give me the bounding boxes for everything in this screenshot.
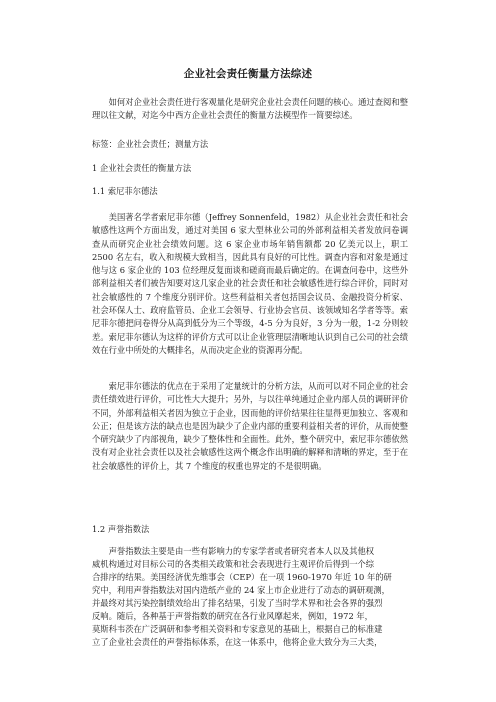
section1-1-heading: 1.1 索尼菲尔德法 <box>92 186 158 196</box>
paragraph-3-line: 莫斯科韦茨在广泛调研和参考相关资料和专家意见的基础上，根据自己的标准建 <box>92 624 383 634</box>
paragraph-3-line: 并最终对其污染控制绩效给出了排名结果，引发了当时学术界和社会各界的强烈 <box>92 598 383 608</box>
abstract-text: 如何对企业社会责任进行客观量化是研究企业社会责任问题的核心。通过查阅和整理以往文献，对迄今中西方企业社会责任的衡量方法模型作一简要综述。 <box>92 97 408 121</box>
keywords-block <box>92 138 408 151</box>
paragraph-1 <box>92 211 408 357</box>
paragraph-3-line: 声誉指数法主要是由一些有影响力的专家学者或者研究者本人以及其他权 <box>108 546 375 556</box>
section1-heading: 1 企业社会责任的衡量方法 <box>92 163 192 173</box>
paragraph-2-text: 索尼菲尔德法的优点在于采用了定量统计的分析方法，从而可以对不同企业的社会责任绩效进行评价，可比性大大提升；另外，与以往单纯通过企业内部人员的调研评价不同，外部利益相关者因为独立于企业，因而他的评价结果往往显得更加独立、客观和公正；但是该方法的缺点也是因为缺少了企业内部的重要利益相关者的评价，从而使整个研究缺少了内部视角，缺少了整体性和全面性。此外，整个研究中，索尼菲尔德依然没有对企业社会责任以及社会敏感性这两个概念作出明确的解释和清晰的界定，至于在社会敏感性的评价上，其 7 个维度的权重也界定的不是很明确。 <box>92 381 408 471</box>
paragraph-3-line: 立了企业社会责任的声誉指标体系，在这一体系中，他将企业大致分为三大类， <box>92 637 383 647</box>
section1-2-heading-block <box>92 523 408 536</box>
section1-2-heading: 1.2 声誉指数法 <box>92 524 150 534</box>
paragraph-3 <box>92 545 408 649</box>
paragraph-1-text: 美国著名学者索尼菲尔德（Jeffrey Sonnenfeld，1982）从企业社会责任和社会敏感性这两个方面出发，通过对美国 6 家大型林业公司的外部利益相关者发放问卷调查从而研究企业社会绩效问题。这 6 家企业市场年销售额都 20 亿美元以上，职工 2500 名左右，收入和规模大致相当，因此具有良好的可比性。调查内容和对象是通过他与这 6 家企业的 103 位经理反复面谈和磋商而最后确定的。在调查问卷中，这些外部利益相关者们被告知要对这几家企业的社会责任和社会敏感性进行综合评价，同时对社会敏感性的 7 个维度分别评价。这些利益相关者包括国会议员、金融投资分析家、社会环保人士、政府监管员、企业工会领导、行业协会官员、该领域知名学者等等。索尼菲尔德把问卷得分从高到低分为三个等级，4-5 分为良好，3 分为一般，1-2 分则较差。索尼菲尔德认为这样的评价方式可以让企业管理层清晰地认识到自己公司的社会绩效在行业中所处的大概排名，从而决定企业的资源再分配。 <box>92 212 408 355</box>
paragraph-3-line: 究中，利用声誉指数法对国内造纸产业的 24 家上市企业进行了动态的调研观测， <box>92 585 390 595</box>
paragraph-2 <box>92 380 408 473</box>
document-title: 企业社会责任衡量方法综述 <box>183 68 313 80</box>
paragraph-3-line: 合排序的结果。美国经济优先维事会（CEP）在一项 1960-1970 年近 10 年的研 <box>92 572 392 582</box>
abstract-block <box>92 96 408 123</box>
paragraph-3-line: 反响。随后，各种基于声誉指数的研究在各行业风靡起来，例如，1972 年， <box>92 611 373 621</box>
keywords-line: 标签：企业社会责任；测量方法 <box>92 139 209 149</box>
section1-1-heading-block <box>92 185 408 198</box>
section1-heading-block <box>92 162 408 175</box>
paragraph-3-line: 威机构通过对目标公司的各类相关政策和社会表现进行主观评价后得到一个综 <box>92 559 375 569</box>
